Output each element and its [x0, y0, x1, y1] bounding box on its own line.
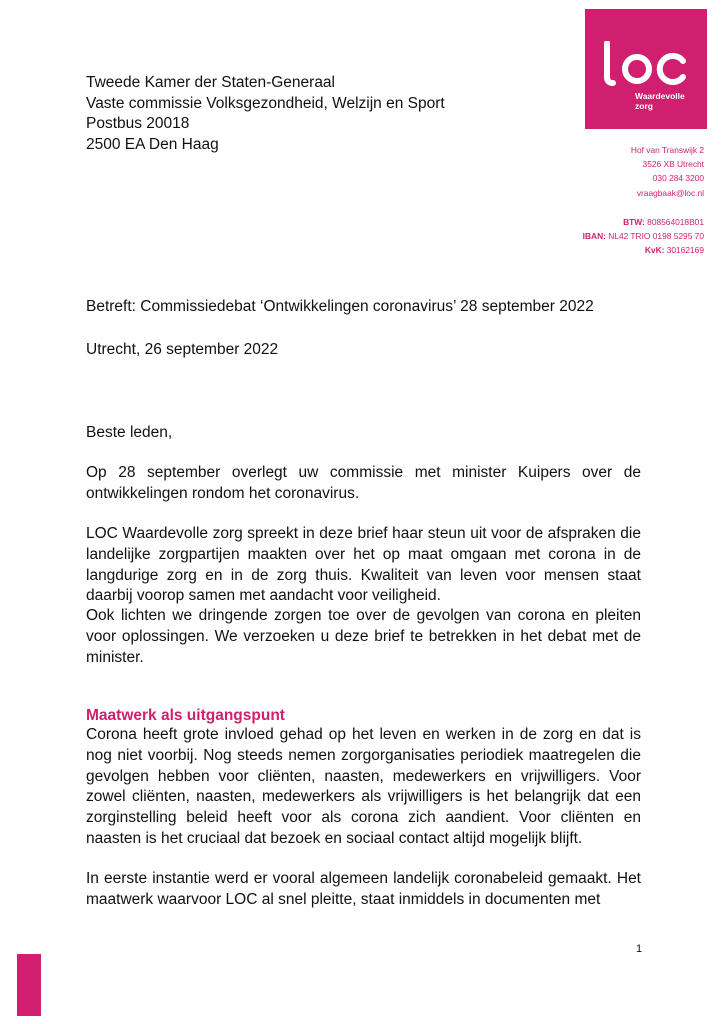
section-paragraph: Corona heeft grote invloed gehad op het leven en werken in de zorg en dat is nog niet voorbij. Nog steeds nemen zorgorganisaties periodiek maatregelen die gevolgen hebben voor cliënten, naasten, medewerkers en vrijwilligers. Voor zowel cliënten, naasten, medewerkers als vrijwilligers is het belangrijk dat een zorginstelling beleid heeft voor als corona zich aandient. Voor cliënten en naasten is het cruciaal dat bezoek en sociaal contact altijd mogelijk blijft.	[86, 726, 641, 847]
sender-email[interactable]: vraagbaak@loc.nl	[636, 187, 704, 198]
iban-label: IBAN:	[582, 231, 606, 242]
kvk-label: KvK:	[644, 245, 665, 256]
section-paragraph: In eerste instantie werd er vooral algemeen landelijk coronabeleid gemaakt. Het maatwerk waarvoor LOC al snel pleitte, staat inmiddels in documenten met	[86, 870, 641, 908]
concerns-paragraph: Ook lichten we dringende zorgen toe over de gevolgen van corona en pleiten voor oplossingen. We verzoeken u deze brief te betrekken in het debat met de minister.	[86, 607, 641, 666]
kvk-value: 30162169	[666, 245, 704, 256]
sender-phone: 030 284 3200	[652, 173, 704, 184]
date-line: Utrecht, 26 september 2022	[86, 341, 279, 358]
sender-iban	[583, 229, 704, 243]
section-heading: Maatwerk als uitgangspunt	[86, 707, 285, 724]
recipient-line: Postbus 20018	[86, 115, 190, 132]
btw-label: BTW:	[623, 216, 645, 227]
recipient-line: 2500 EA Den Haag	[86, 135, 219, 153]
sender-btw	[583, 215, 704, 229]
recipient-address	[86, 73, 445, 155]
logo-tagline-line1: Waardevolle	[635, 91, 685, 101]
page-number: 1	[636, 943, 643, 955]
recipient-line: Tweede Kamer der Staten-Generaal	[86, 74, 335, 91]
sender-street: Hof van Transwijk 2	[630, 145, 704, 155]
subject-line: Betreft: Commissiedebat ‘Ontwikkelingen coronavirus’ 28 september 2022	[86, 298, 594, 315]
iban-value: NL42 TRIO 0198 5295 70	[608, 231, 704, 242]
logo-tagline-line2: zorg	[635, 101, 653, 111]
intro-paragraph: Op 28 september overlegt uw commissie met minister Kuipers over de ontwikkelingen rondom het coronavirus.	[86, 464, 641, 502]
salutation: Beste leden,	[86, 424, 173, 441]
loc-logo	[585, 9, 707, 129]
support-paragraph: LOC Waardevolle zorg spreekt in deze brief haar steun uit voor de afspraken die landelijke zorgpartijen maakten over het op maat omgaan met corona in de langdurige zorg en in de zorg thuis. Kwaliteit van leven voor mensen staat daarbij voorop samen met aandacht voor veiligheid.	[86, 525, 641, 605]
btw-value: 808564018B01	[647, 216, 704, 227]
loc-wordmark-graphic	[603, 41, 693, 87]
sender-postcode: 3526 XB Utrecht	[642, 159, 704, 170]
logo-tagline	[635, 91, 685, 111]
accent-bar	[17, 954, 41, 1016]
recipient-line: Vaste commissie Volksgezondheid, Welzijn en Sport	[86, 94, 445, 112]
sender-contact	[583, 143, 704, 257]
sender-kvk	[583, 243, 704, 257]
